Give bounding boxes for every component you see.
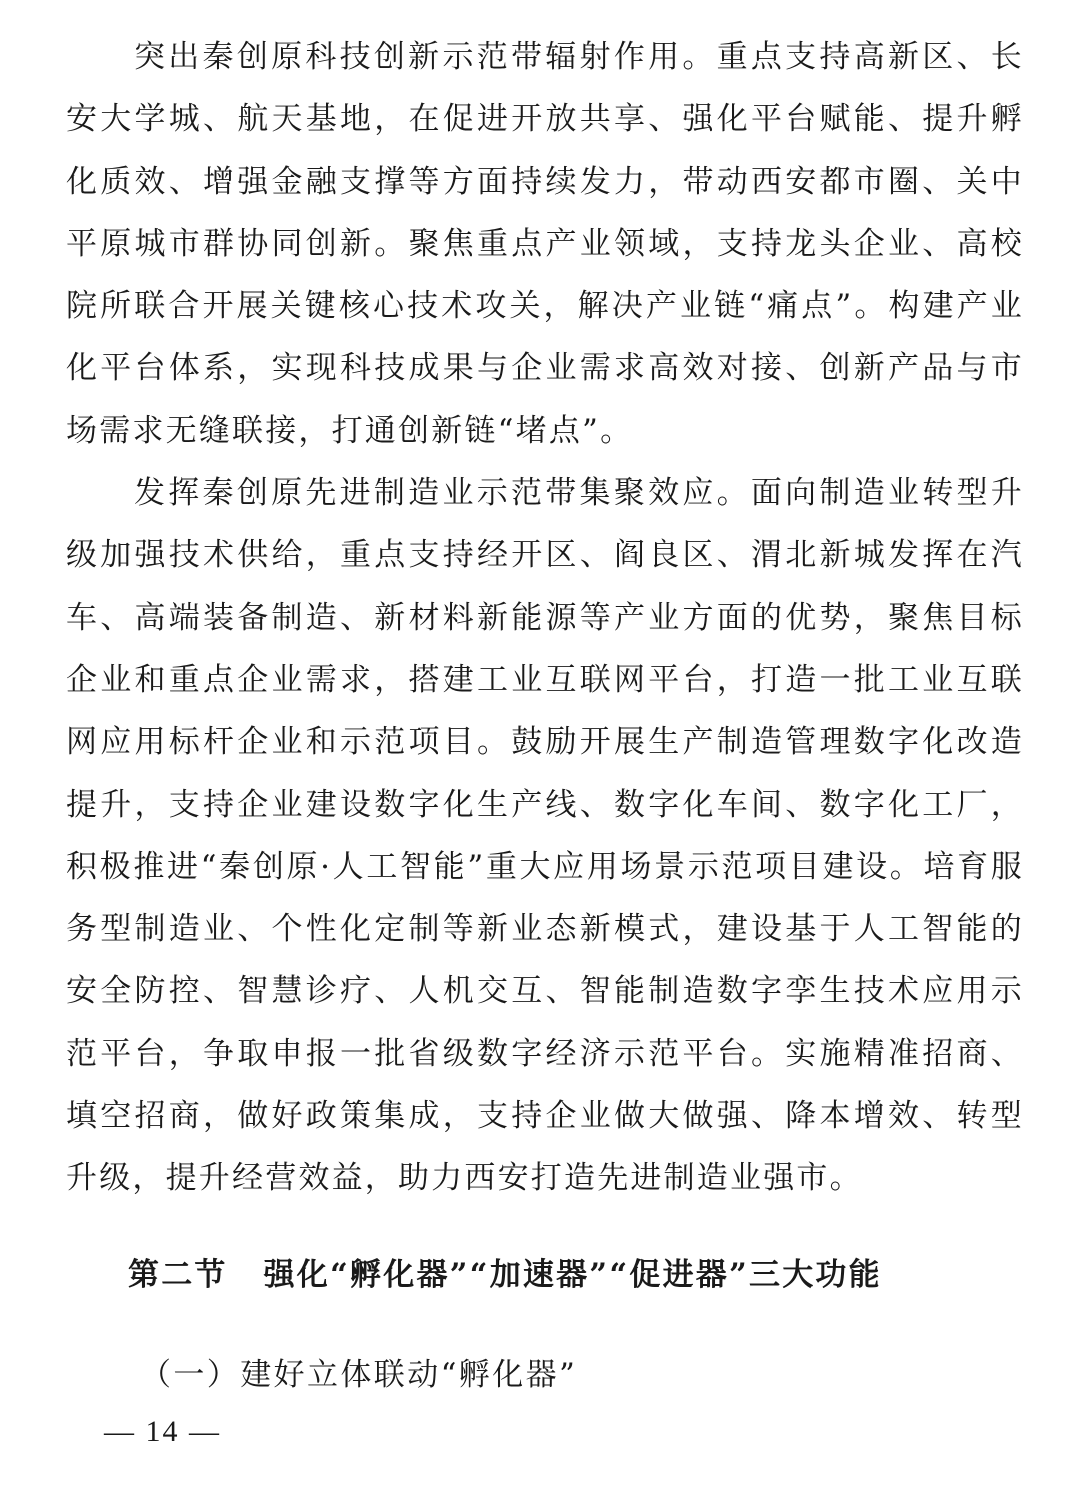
section-heading — [66, 1244, 1024, 1306]
paragraph-2: 发挥秦创原先进制造业示范带集聚效应。面向制造业转型升级加强技术供给，重点支持经开区、阎良区、渭北新城发挥在汽车、高端装备制造、新材料新能源等产业方面的优势，聚焦目标企业和重点企业需求，搭建工业互联网平台，打造一批工业互联网应用标杆企业和示范项目。鼓励开展生产制造管理数字化改造提升，支持企业建设数字化生产线、数字化车间、数字化工厂，积极推进“秦创原·人工智能”重大应用场景示范项目建设。培育服务型制造业、个性化定制等新业态新模式，建设基于人工智能的安全防控、智慧诊疗、人机交互、智能制造数字孪生技术应用示范平台，争取申报一批省级数字经济示范平台。实施精准招商、填空招商，做好政策集成，支持企业做大做强、降本增效、转型升级，提升经营效益，助力西安打造先进制造业强市。 — [66, 475, 1024, 1197]
section-title: 强化“孵化器”“加速器”“促进器”三大功能 — [263, 1256, 882, 1293]
page-number: — 14 — — [104, 1415, 221, 1448]
document-page — [66, 26, 1024, 1406]
section-number: 第二节 — [128, 1256, 228, 1293]
paragraph-1: 突出秦创原科技创新示范带辐射作用。重点支持高新区、长安大学城、航天基地，在促进开放共享、强化平台赋能、提升孵化质效、增强金融支撑等方面持续发力，带动西安都市圈、关中平原城市群协同创新。聚焦重点产业领域，支持龙头企业、高校院所联合开展关键核心技术攻关，解决产业链“痛点”。构建产业化平台体系，实现科技成果与企业需求高效对接、创新产品与市场需求无缝联接，打通创新链“堵点”。 — [66, 39, 1024, 449]
subheading: （一）建好立体联动“孵化器” — [140, 1356, 578, 1393]
